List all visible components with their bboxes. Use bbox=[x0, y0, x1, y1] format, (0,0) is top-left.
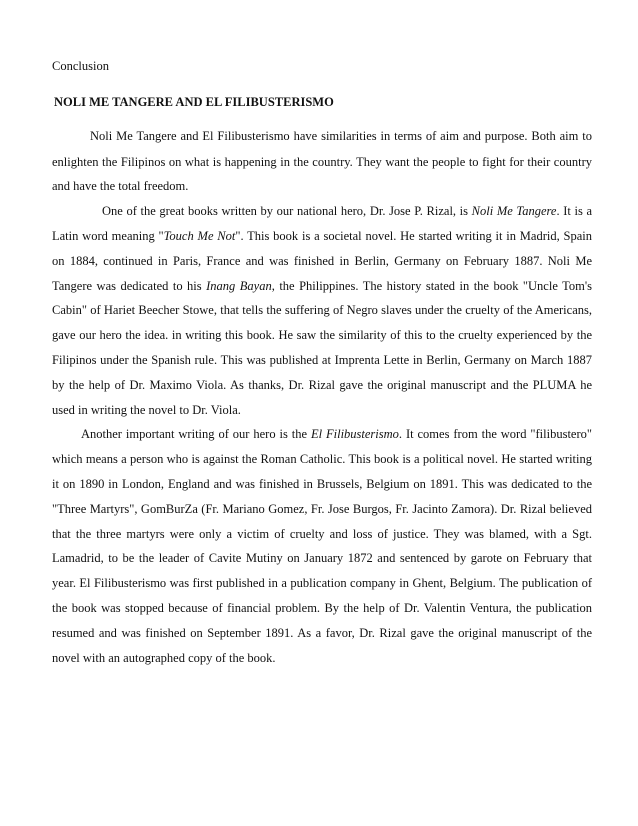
paragraph-1-line-2: enlighten the Filipinos on what is happening in the country. They want the people to fight for their country bbox=[52, 155, 592, 169]
document-title: NOLI ME TANGERE AND EL FILIBUSTERISMO bbox=[54, 95, 334, 109]
paragraph-3-line-8: the book was stopped because of financial problem. By the help of Dr. Valentin Ventura, the publication bbox=[52, 601, 592, 615]
paragraph-3-line-5: that the three martyrs were only a victim of cruelty and loss of justice. They was blamed, with a Sgt. bbox=[52, 527, 592, 541]
paragraph-1-line-3: and have the total freedom. bbox=[52, 179, 189, 193]
text-run: One of the great books written by our national hero, Dr. Jose P. Rizal, is bbox=[102, 204, 472, 218]
paragraph-3-line-7: year. El Filibusterismo was first published in a publication company in Ghent, Belgium. The publication of bbox=[52, 576, 592, 590]
paragraph-2-line-8: by the help of Dr. Maximo Viola. As thanks, Dr. Rizal gave the original manuscript and the PLUMA he bbox=[52, 378, 592, 392]
paragraph-3-line-6: Lamadrid, to be the leader of Cavite Mutiny on January 1872 and sentenced by garote on February that bbox=[52, 551, 592, 565]
text-run: Latin word meaning " bbox=[52, 229, 164, 243]
text-run: . It is a bbox=[556, 204, 593, 218]
paragraph-3-line-3: it on 1890 in London, England and was finished in Brussels, Belgium on 1891. This was dedicated to the bbox=[52, 477, 592, 491]
text-run: Tangere was dedicated to his bbox=[52, 279, 207, 293]
paragraph-3-line-9: resumed and was finished on September 1891. As a favor, Dr. Rizal gave the original manuscript of the bbox=[52, 626, 592, 640]
paragraph-2-line-2 bbox=[52, 228, 592, 244]
paragraph-3-line-2: which means a person who is against the Roman Catholic. This book is a political novel. He started writing bbox=[52, 452, 592, 466]
paragraph-2-line-5: Cabin" of Hariet Beecher Stowe, that tells the suffering of Negro slaves under the cruelty of the Americans, bbox=[52, 303, 592, 317]
paragraph-2-line-4 bbox=[52, 278, 592, 294]
text-run: . It comes from the word "filibustero" bbox=[398, 427, 592, 441]
paragraph-3-line-10: novel with an autographed copy of the book. bbox=[52, 651, 276, 665]
paragraph-3-line-4: "Three Martyrs", GomBurZa (Fr. Mariano Gomez, Fr. Jose Burgos, Fr. Jacinto Zamora). Dr. Rizal believed bbox=[52, 502, 592, 516]
text-run: ". This book is a societal novel. He started writing it in Madrid, Spain bbox=[235, 229, 593, 243]
section-label: Conclusion bbox=[52, 59, 109, 73]
paragraph-2-line-9: used in writing the novel to Dr. Viola. bbox=[52, 403, 241, 417]
text-run: , the Philippines. The history stated in the book "Uncle Tom's bbox=[271, 279, 592, 293]
paragraph-3-line-1 bbox=[81, 426, 592, 442]
book-title-noli: Noli Me Tangere bbox=[471, 204, 557, 218]
paragraph-2-line-7: Filipinos under the Spanish rule. This was published at Imprenta Lette in Berlin, Germany on March 1887 bbox=[52, 353, 592, 367]
paragraph-2-line-1 bbox=[102, 203, 592, 219]
translation-touch-me-not: Touch Me Not bbox=[163, 229, 236, 243]
paragraph-2-line-6: gave our hero the idea. in writing this book. He saw the similarity of this to the cruelty experienced by the bbox=[52, 328, 592, 342]
paragraph-1-line-1: Noli Me Tangere and El Filibusterismo have similarities in terms of aim and purpose. Both aim to bbox=[90, 129, 592, 143]
paragraph-2-line-3: on 1884, continued in Paris, France and was finished in Berlin, Germany on February 1887. Noli Me bbox=[52, 254, 592, 268]
text-run: Another important writing of our hero is the bbox=[81, 427, 311, 441]
term-inang-bayan: Inang Bayan bbox=[206, 279, 272, 293]
book-title-fili: El Filibusterismo bbox=[310, 427, 399, 441]
